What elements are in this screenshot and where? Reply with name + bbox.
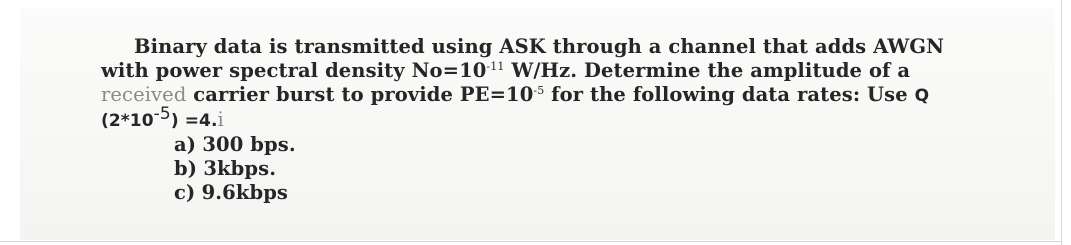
q-faint: i	[217, 108, 224, 131]
q-function-post: ) =4.	[170, 111, 218, 131]
list-item	[101, 157, 961, 181]
q-exponent: -5	[153, 104, 171, 124]
statement-part-4: for the following data rates: Use	[544, 83, 915, 106]
statement-part-2: W/Hz. Determine the amplitude of a	[504, 59, 911, 82]
part-label: a)	[174, 133, 197, 156]
statement-part-1: Binary data is transmitted using ASK through a channel that adds AWGN with power spectral density No=10	[101, 35, 945, 82]
part-text: 9.6kbps	[201, 181, 289, 204]
part-text: 3kbps.	[203, 157, 277, 180]
problem-text	[101, 35, 961, 205]
parts-list	[101, 133, 961, 205]
list-item	[101, 133, 961, 157]
pe-exponent: -5	[533, 84, 545, 97]
q-function-pre: Q (2*10	[101, 86, 930, 131]
part-label: b)	[174, 157, 198, 180]
right-border	[1061, 0, 1062, 245]
faint-word: received	[101, 83, 187, 106]
problem-statement	[101, 35, 961, 133]
no-exponent: -11	[486, 60, 505, 73]
part-text: 300 bps.	[202, 133, 296, 156]
statement-part-3: carrier burst to provide PE=10	[186, 83, 534, 106]
bottom-border	[0, 241, 1062, 242]
part-label: c)	[174, 181, 196, 204]
list-item	[101, 181, 961, 205]
